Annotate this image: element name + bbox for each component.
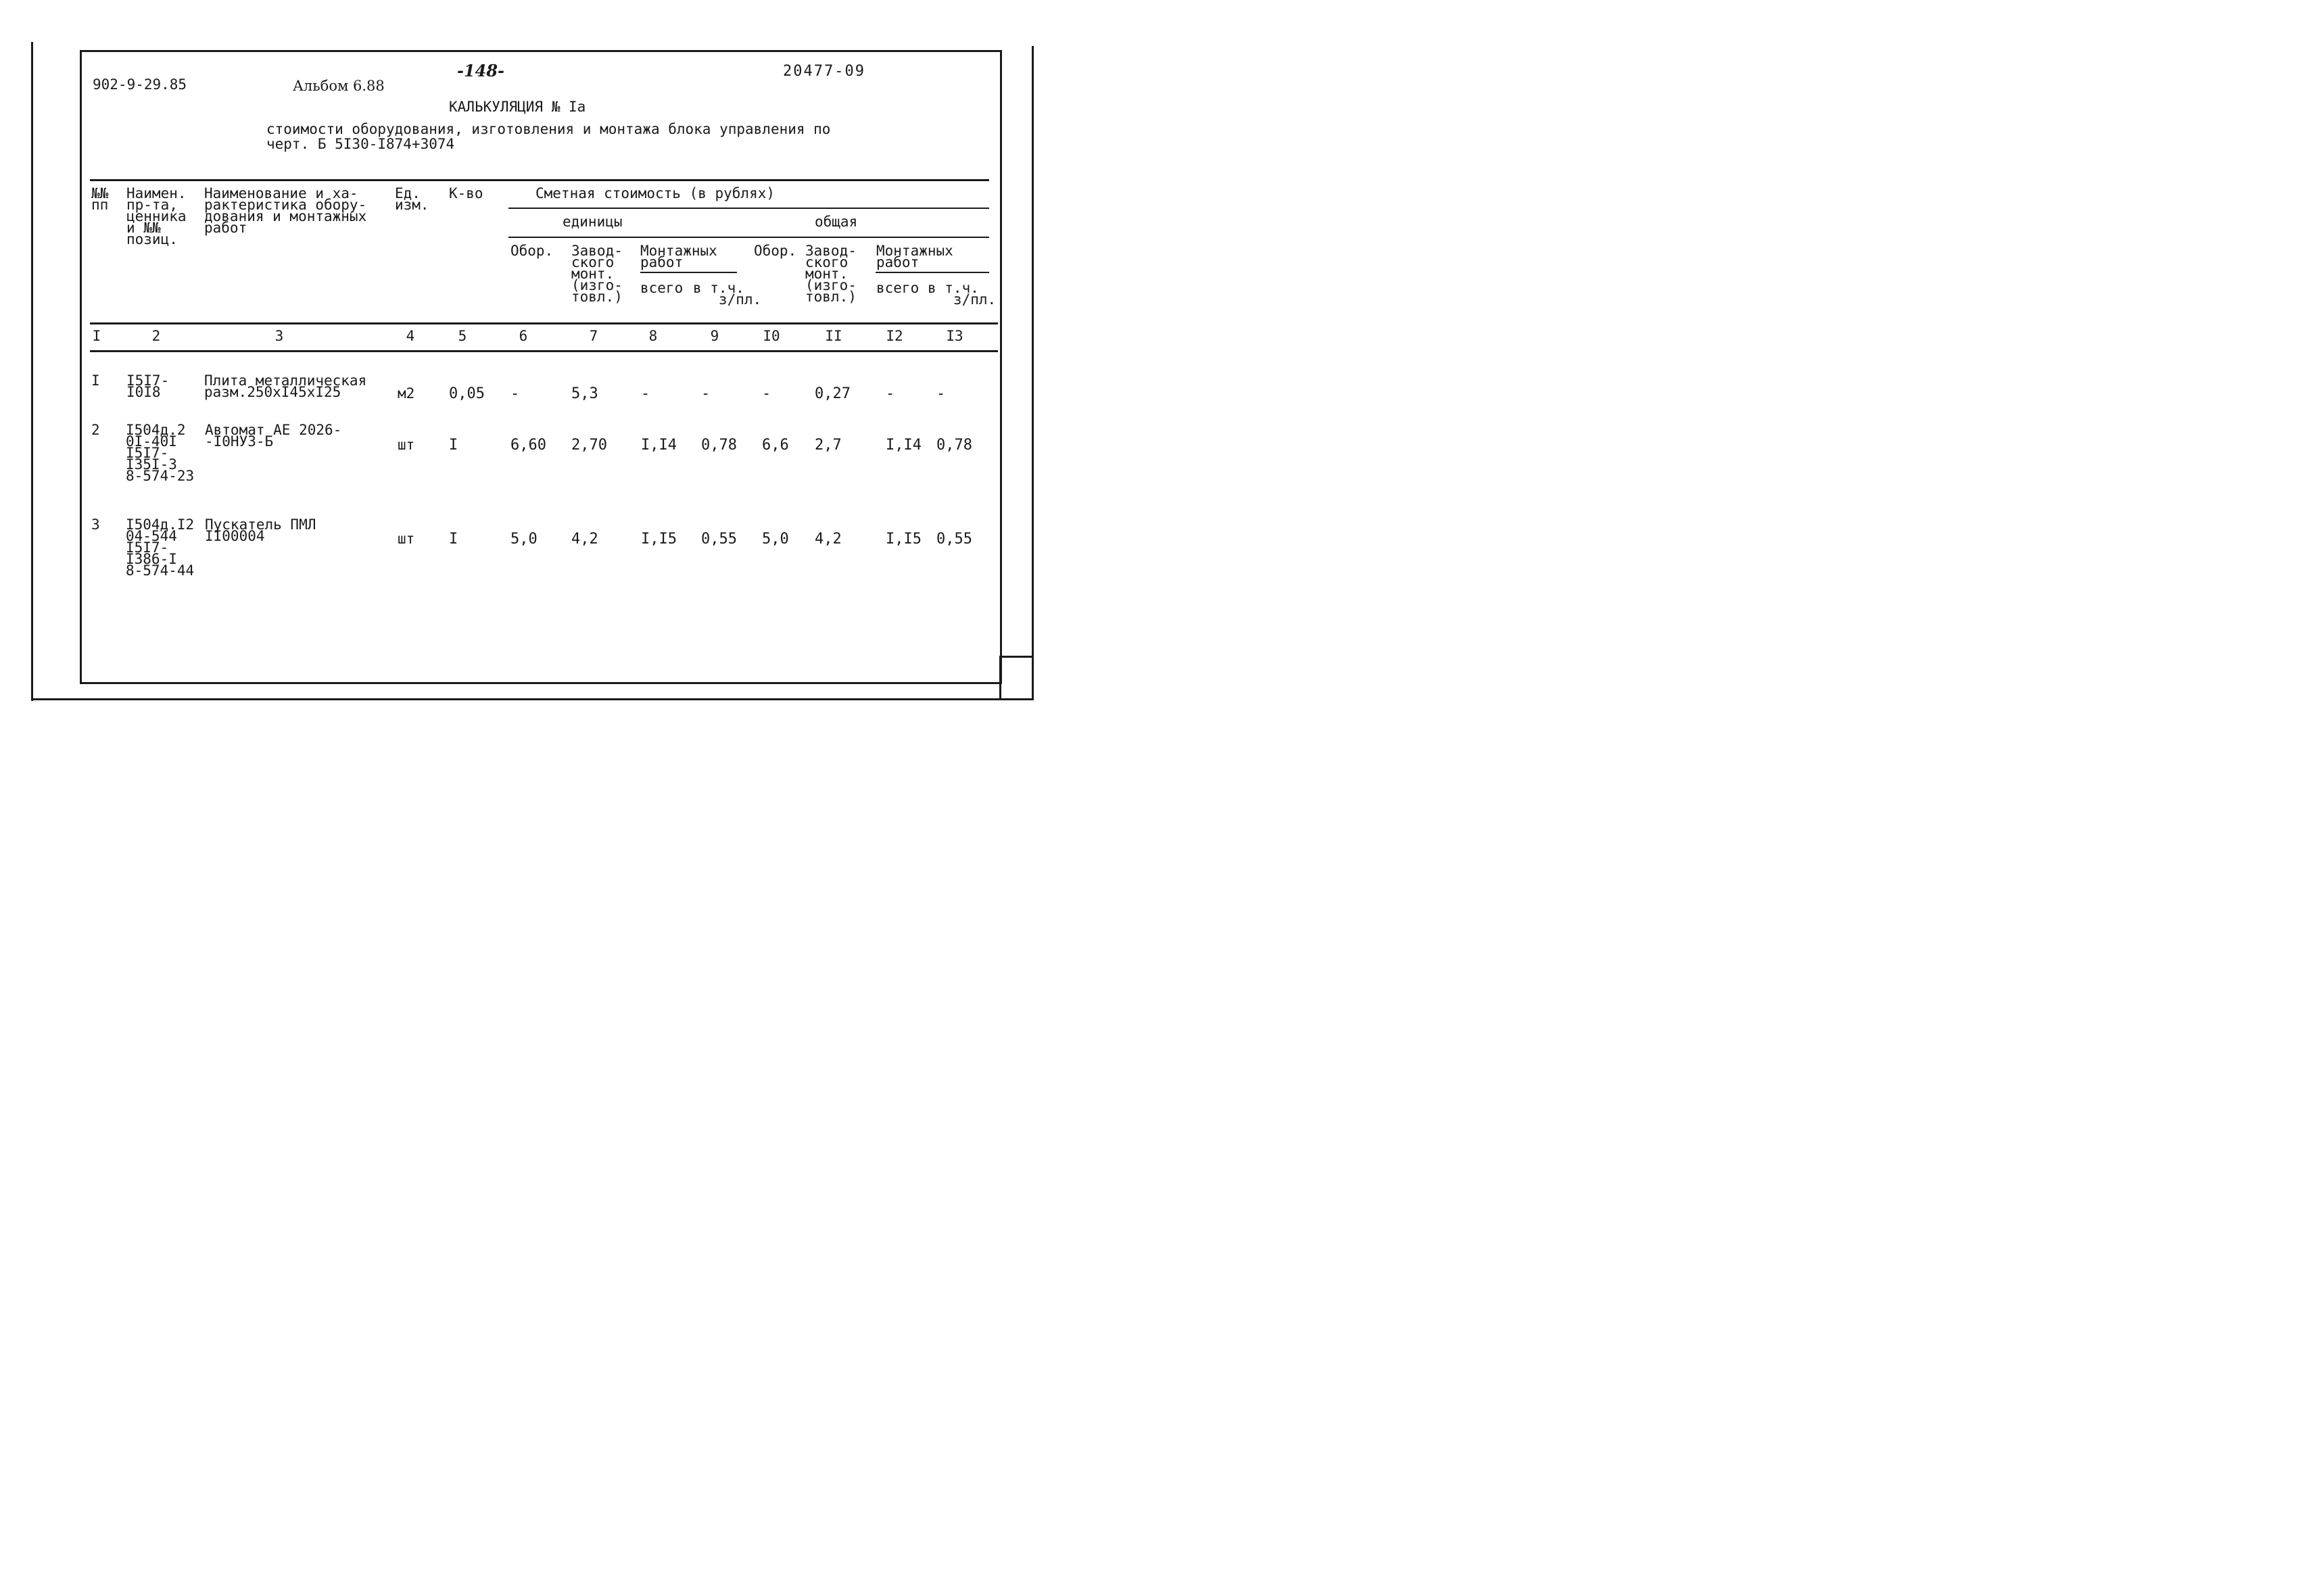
row-total-mount-wage: - bbox=[936, 385, 946, 402]
column-number: 2 bbox=[151, 328, 161, 344]
header-total-mount-wage: в т.ч. з/пл. bbox=[928, 280, 997, 308]
row-description: Автомат АЕ 2026- -I0НУЗ-Б bbox=[205, 422, 342, 450]
row-total-equip: - bbox=[762, 385, 771, 402]
page-title: КАЛЬКУЛЯЦИЯ № Iа bbox=[449, 99, 586, 115]
right-margin-line bbox=[1032, 46, 1034, 700]
row-total-factory: 4,2 bbox=[815, 531, 842, 548]
row-unit: шт bbox=[398, 531, 415, 547]
row-total-mount-total: I,I5 bbox=[886, 531, 922, 548]
mount-unit-underline bbox=[640, 272, 737, 273]
column-number: 8 bbox=[648, 328, 658, 344]
row-quantity: 0,05 bbox=[449, 385, 485, 402]
column-number: 6 bbox=[519, 328, 528, 344]
row-unit-mount-wage: - bbox=[701, 385, 711, 402]
row-unit-equip: 6,60 bbox=[510, 437, 546, 454]
row-quantity: I bbox=[449, 531, 458, 548]
row-unit-mount-wage: 0,55 bbox=[701, 531, 737, 548]
row-total-mount-total: - bbox=[886, 385, 895, 402]
row-total-mount-wage: 0,55 bbox=[936, 531, 972, 548]
doc-code: 902-9-29.85 bbox=[93, 76, 187, 93]
subtitle-line-2: черт. Б 5I30-I874+3074 bbox=[266, 136, 455, 152]
header-unit-mount-wage: в т.ч. з/пл. bbox=[693, 280, 762, 308]
header-total-mount: Монтажных работ bbox=[876, 243, 953, 270]
stamp-box bbox=[999, 656, 1034, 700]
header-col-description: Наименование и ха- рактеристика обору- дования и монтажных работ bbox=[204, 185, 367, 236]
header-total-equip: Обор. bbox=[754, 243, 797, 259]
column-number: I0 bbox=[763, 328, 780, 344]
row-unit-factory: 5,3 bbox=[571, 385, 598, 402]
subtitle-line-1: стоимости оборудования, изготовления и монтажа блока управления по bbox=[266, 121, 831, 137]
album-label: Альбом 6.88 bbox=[293, 78, 385, 94]
header-total-factory: Завод- ского монт. (изго- товл.) bbox=[805, 243, 857, 305]
header-unit-mount: Монтажных работ bbox=[640, 243, 717, 270]
row-unit-mount-total: I,I5 bbox=[641, 531, 677, 548]
header-bottom-rule bbox=[90, 322, 998, 324]
inventory-number: 20477-09 bbox=[783, 63, 865, 80]
row-unit: шт bbox=[398, 437, 415, 453]
column-number: 7 bbox=[589, 328, 598, 344]
column-number: 3 bbox=[275, 328, 284, 344]
column-number: II bbox=[825, 328, 842, 344]
sheet-frame bbox=[80, 50, 1002, 684]
unit-total-rule bbox=[508, 237, 989, 238]
row-unit-mount-total: - bbox=[641, 385, 650, 402]
row-total-mount-total: I,I4 bbox=[886, 437, 922, 454]
row-pricebook-code: I504д.I2 04-544 I5I7- I386-I 8-574-44 bbox=[126, 516, 195, 579]
row-total-mount-wage: 0,78 bbox=[936, 437, 972, 454]
row-unit-mount-wage: 0,78 bbox=[701, 437, 737, 454]
row-number: 2 bbox=[91, 422, 100, 438]
header-cost-group: Сметная стоимость (в рублях) bbox=[535, 185, 775, 201]
header-total-group: общая bbox=[815, 214, 858, 230]
header-unit-group: единицы bbox=[563, 214, 623, 230]
row-description: Плита металлическая разм.250хI45хI25 bbox=[204, 372, 367, 400]
row-description: Пускатель ПМЛ II00004 bbox=[205, 516, 316, 544]
header-col-pricebook: Наимен. пр-та, ценника и №№ позиц. bbox=[126, 185, 187, 247]
header-total-mount-total: всего bbox=[876, 280, 920, 296]
row-unit-factory: 4,2 bbox=[571, 531, 598, 548]
row-unit-factory: 2,70 bbox=[571, 437, 607, 454]
numbers-bottom-rule bbox=[90, 350, 998, 352]
row-total-equip: 6,6 bbox=[762, 437, 789, 454]
column-number: 4 bbox=[406, 328, 415, 344]
header-unit-equip: Обор. bbox=[510, 243, 554, 259]
row-total-factory: 2,7 bbox=[815, 437, 842, 454]
header-col-quantity: К-во bbox=[449, 185, 483, 201]
mount-total-underline bbox=[876, 272, 989, 273]
row-total-equip: 5,0 bbox=[762, 531, 789, 548]
row-unit-mount-total: I,I4 bbox=[641, 437, 677, 454]
row-number: 3 bbox=[91, 516, 100, 533]
column-number: 5 bbox=[458, 328, 467, 344]
page-number: -148- bbox=[457, 61, 505, 80]
row-unit-equip: 5,0 bbox=[510, 531, 538, 548]
header-unit-factory: Завод- ского монт. (изго- товл.) bbox=[571, 243, 623, 305]
header-unit-mount-total: всего bbox=[640, 280, 684, 296]
header-col-number: №№ пп bbox=[91, 185, 109, 213]
table-top-rule bbox=[90, 179, 989, 181]
row-quantity: I bbox=[449, 437, 458, 454]
row-total-factory: 0,27 bbox=[815, 385, 851, 402]
row-unit-equip: - bbox=[510, 385, 520, 402]
header-col-unit: Ед. изм. bbox=[395, 185, 429, 213]
row-unit: м2 bbox=[398, 385, 415, 402]
row-pricebook-code: I5I7- I0I8 bbox=[126, 372, 170, 400]
column-number: I2 bbox=[886, 328, 903, 344]
row-pricebook-code: I504д.2 0I-40I I5I7- I35I-3 8-574-23 bbox=[126, 422, 195, 484]
cost-group-rule bbox=[508, 208, 989, 209]
column-number: I bbox=[92, 328, 101, 344]
left-margin-line bbox=[31, 42, 33, 701]
bottom-margin-line bbox=[31, 698, 1033, 700]
column-number: 9 bbox=[710, 328, 719, 344]
column-number: I3 bbox=[946, 328, 963, 344]
row-number: I bbox=[91, 372, 100, 389]
